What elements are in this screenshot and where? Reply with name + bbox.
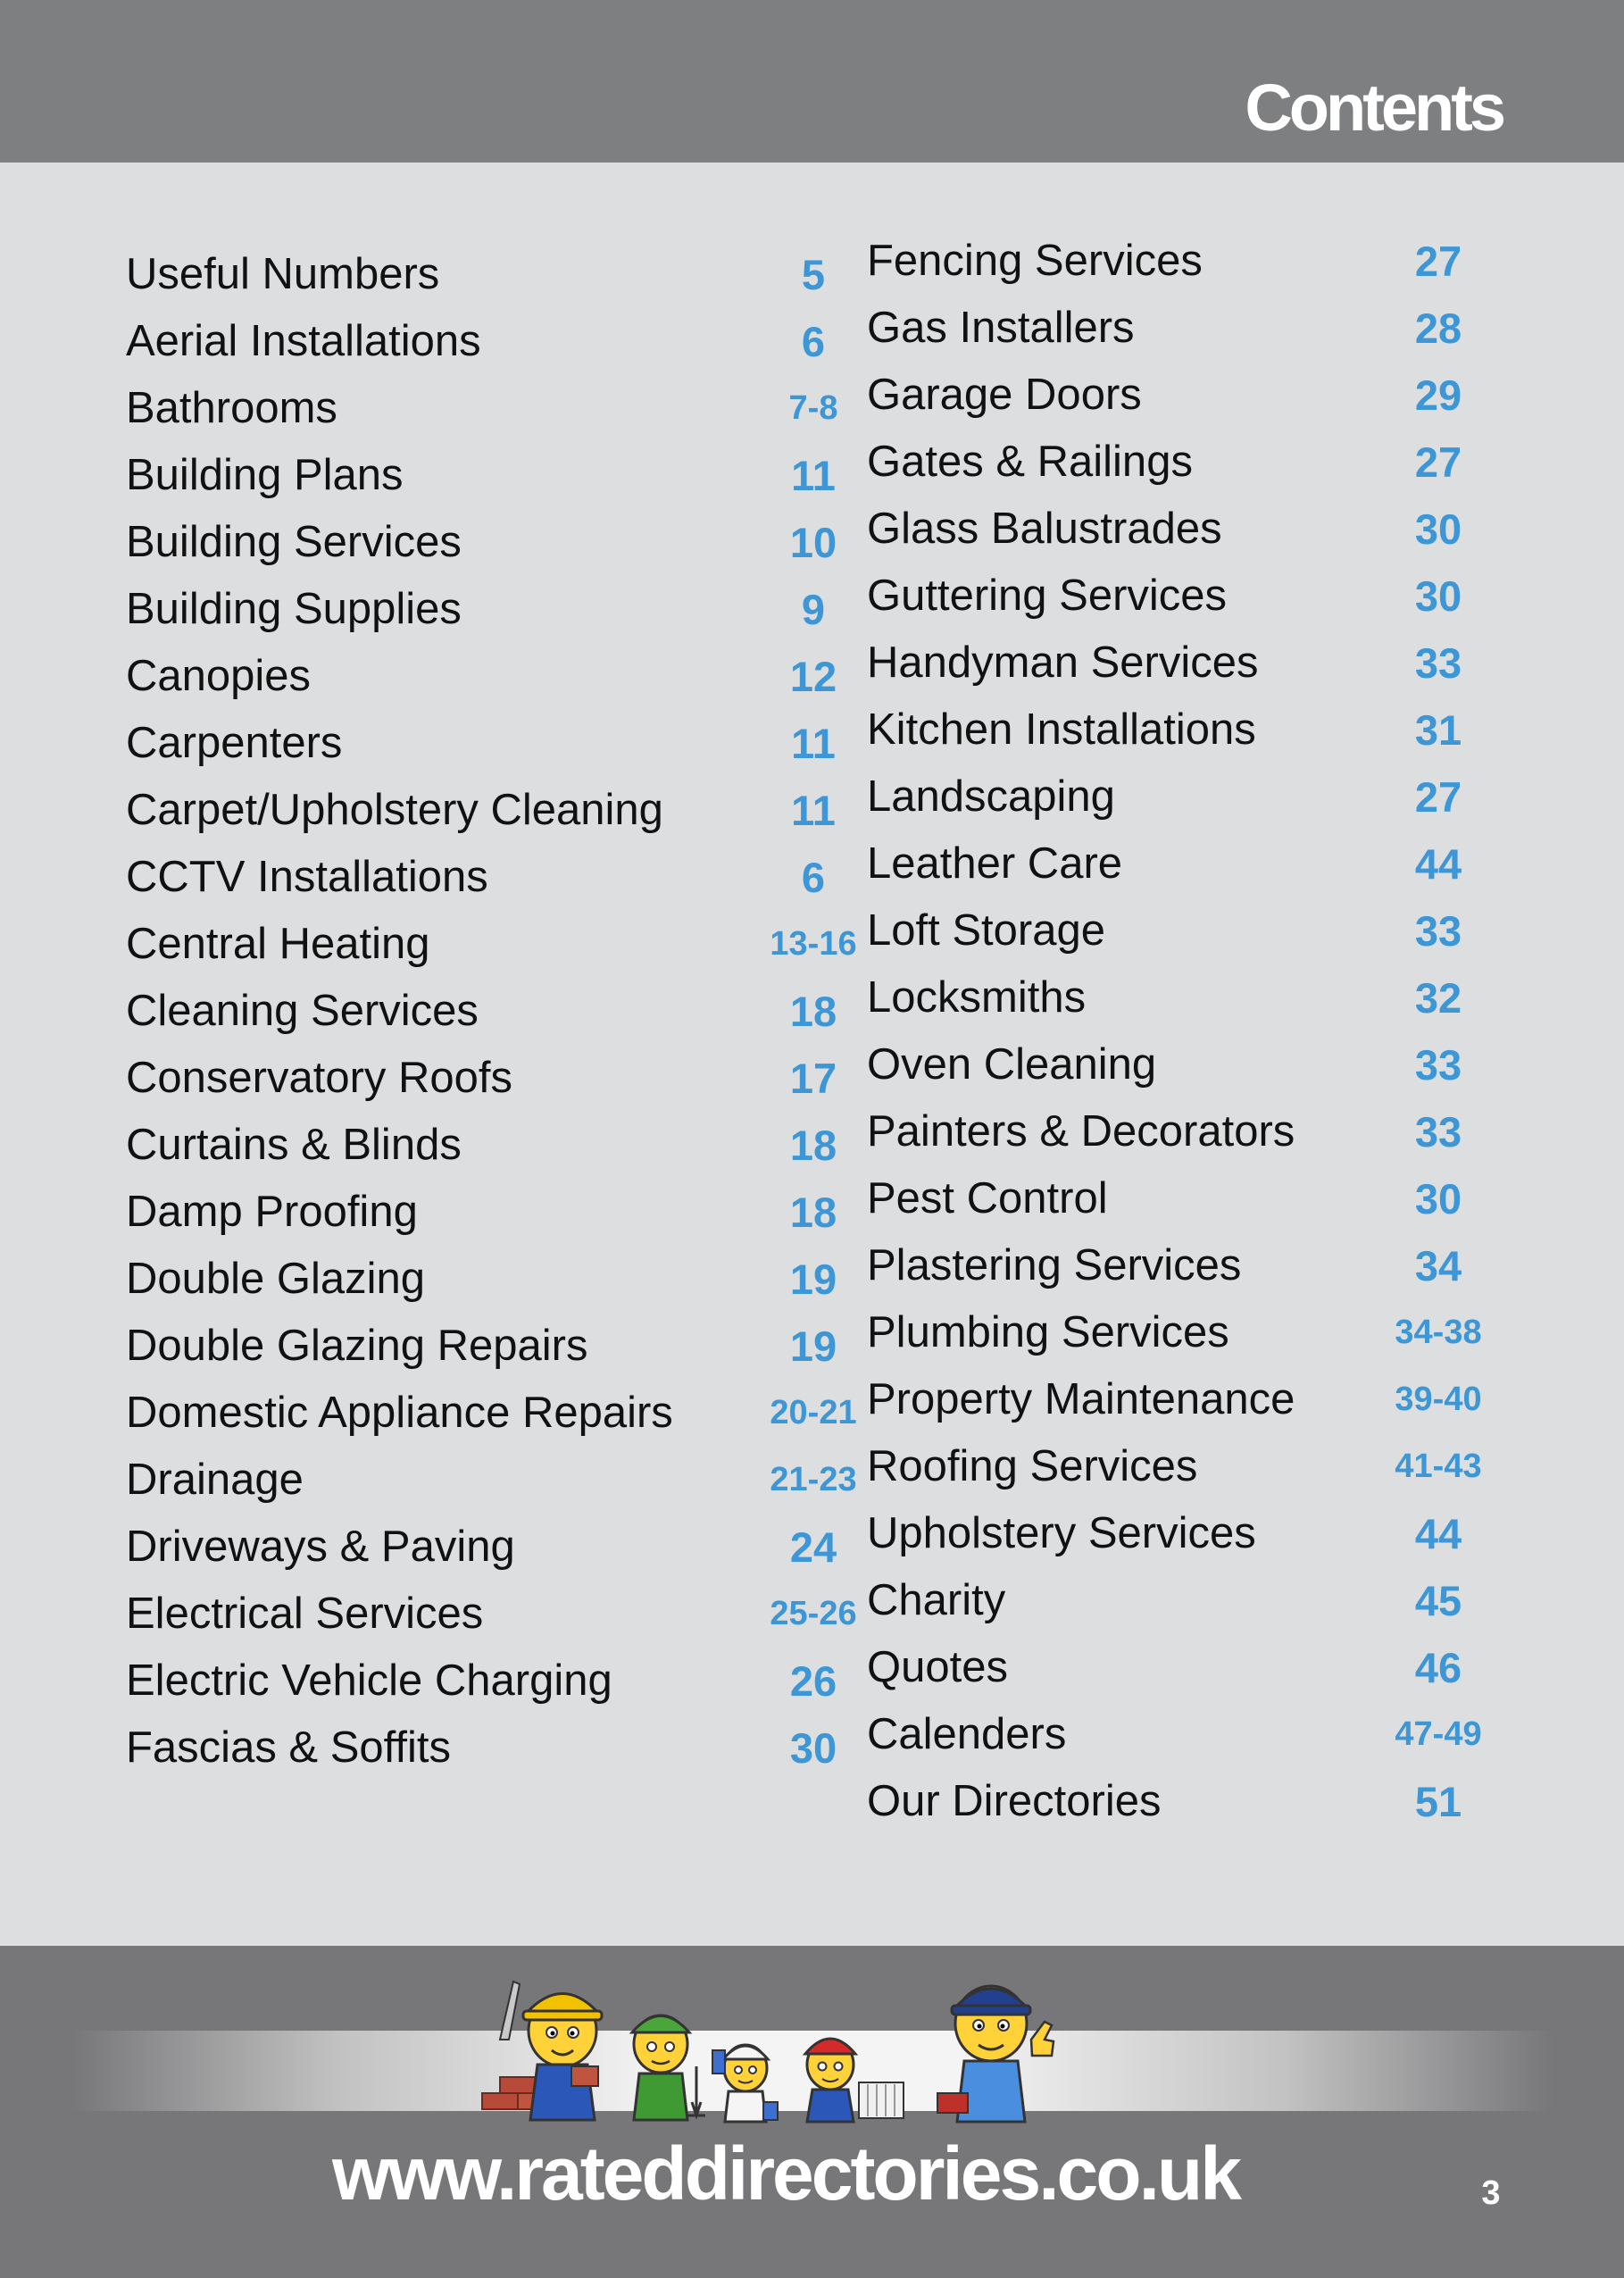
toc-entry-label: Domestic Appliance Repairs bbox=[126, 1389, 673, 1437]
toc-entry-label: Curtains & Blinds bbox=[126, 1121, 462, 1169]
toc-entry-page: 30 bbox=[1414, 572, 1462, 620]
toc-entry-label: Drainage bbox=[126, 1456, 304, 1504]
toc-entry-label: Kitchen Installations bbox=[867, 705, 1256, 754]
toc-entry-label: Bathrooms bbox=[126, 384, 337, 432]
toc-entry[interactable] bbox=[867, 1500, 1528, 1567]
toc-entry-page: 19 bbox=[789, 1256, 837, 1303]
toc-entry[interactable] bbox=[867, 630, 1528, 697]
toc-entry-label: Leather Care bbox=[867, 839, 1123, 888]
toc-entry-page: 44 bbox=[1414, 1510, 1462, 1557]
toc-entry-page: 39-40 bbox=[1395, 1381, 1482, 1418]
toc-entry[interactable] bbox=[867, 295, 1528, 362]
toc-entry[interactable] bbox=[126, 1380, 857, 1447]
tradesman-mascots-illustration bbox=[473, 1968, 1116, 2129]
toc-entry-page: 34 bbox=[1414, 1242, 1462, 1289]
toc-entry-label: Quotes bbox=[867, 1643, 1008, 1691]
toc-entry-page: 47-49 bbox=[1395, 1715, 1482, 1753]
toc-entry-page: 11 bbox=[791, 452, 836, 499]
toc-entry-page: 20-21 bbox=[770, 1394, 857, 1431]
toc-entry-label: Pest Control bbox=[867, 1174, 1108, 1222]
website-url[interactable]: www.rateddirectories.co.uk bbox=[332, 2132, 1239, 2215]
toc-entry[interactable] bbox=[126, 710, 836, 777]
toc-entry-label: Property Maintenance bbox=[867, 1375, 1295, 1423]
toc-entry-page: 51 bbox=[1414, 1778, 1462, 1825]
toc-entry[interactable] bbox=[126, 1581, 857, 1648]
toc-entry[interactable] bbox=[867, 1165, 1528, 1232]
toc-entry-label: Plumbing Services bbox=[867, 1308, 1229, 1356]
toc-entry-page: 13-16 bbox=[770, 925, 857, 963]
toc-entry[interactable] bbox=[126, 911, 857, 978]
toc-entry[interactable] bbox=[126, 1112, 837, 1179]
toc-entry-page: 28 bbox=[1414, 305, 1462, 352]
toc-entry-label: Electric Vehicle Charging bbox=[126, 1656, 612, 1705]
radiator-icon bbox=[859, 2082, 904, 2118]
toc-entry-page: 17 bbox=[789, 1055, 837, 1102]
toc-entry-page: 6 bbox=[801, 854, 826, 901]
toc-entry-page: 44 bbox=[1414, 840, 1462, 888]
toc-entry-page: 41-43 bbox=[1395, 1448, 1482, 1485]
toc-entry-page: 18 bbox=[789, 1189, 837, 1236]
toc-entry-label: Building Supplies bbox=[126, 585, 462, 633]
toc-entry-page: 30 bbox=[789, 1724, 837, 1772]
toc-entry[interactable] bbox=[867, 830, 1528, 897]
toc-entry-page: 29 bbox=[1414, 371, 1462, 419]
painter-mascot-icon bbox=[712, 2045, 778, 2122]
toc-entry-label: Oven Cleaning bbox=[867, 1040, 1157, 1089]
toc-entry-page: 18 bbox=[789, 988, 837, 1035]
toc-entry-page: 33 bbox=[1414, 639, 1462, 687]
toc-entry-label: Landscaping bbox=[867, 772, 1115, 821]
toc-entry[interactable] bbox=[126, 308, 826, 375]
toc-entry[interactable] bbox=[867, 964, 1528, 1031]
toc-entry[interactable] bbox=[126, 643, 837, 710]
toc-entry-page: 33 bbox=[1414, 1108, 1462, 1156]
toc-entry-page: 11 bbox=[791, 787, 836, 834]
toc-entry[interactable] bbox=[126, 844, 826, 911]
toc-entry[interactable] bbox=[126, 1313, 837, 1380]
toc-entry[interactable] bbox=[126, 1514, 837, 1581]
toc-entry[interactable] bbox=[126, 509, 837, 576]
toc-entry[interactable] bbox=[126, 1045, 837, 1112]
toc-entry[interactable] bbox=[867, 897, 1528, 964]
toc-entry[interactable] bbox=[867, 1433, 1528, 1500]
toc-entry-page: 6 bbox=[801, 318, 826, 365]
toc-entry-page: 19 bbox=[789, 1323, 837, 1370]
toc-entry-label: Useful Numbers bbox=[126, 250, 440, 298]
toc-entry-page: 18 bbox=[789, 1122, 837, 1169]
toc-entry-label: Calenders bbox=[867, 1710, 1067, 1758]
toc-entry-label: Locksmiths bbox=[867, 973, 1087, 1022]
toc-entry-label: Conservatory Roofs bbox=[126, 1054, 513, 1102]
toc-entry-page: 11 bbox=[791, 720, 836, 767]
toc-entry[interactable] bbox=[126, 1447, 857, 1514]
toc-entry[interactable] bbox=[867, 496, 1528, 563]
toc-left-column bbox=[126, 241, 857, 1782]
toc-entry-label: Carpet/Upholstery Cleaning bbox=[126, 786, 663, 834]
toc-entry-label: Our Directories bbox=[867, 1777, 1162, 1825]
toc-entry-label: Garage Doors bbox=[867, 371, 1142, 419]
toc-entry-page: 33 bbox=[1414, 907, 1462, 955]
plumber-mascot-icon bbox=[937, 1986, 1054, 2122]
toc-entry-page: 12 bbox=[789, 653, 837, 700]
toc-entry-page: 21-23 bbox=[770, 1461, 857, 1498]
toc-entry-label: Building Services bbox=[126, 518, 462, 566]
toc-entry-label: CCTV Installations bbox=[126, 853, 488, 901]
toc-entry[interactable] bbox=[867, 1098, 1528, 1165]
toc-entry-page: 33 bbox=[1414, 1041, 1462, 1089]
toc-entry-label: Painters & Decorators bbox=[867, 1107, 1295, 1156]
toc-entry[interactable] bbox=[867, 1299, 1528, 1366]
gardener-mascot-icon bbox=[632, 2015, 705, 2120]
toc-entry-label: Upholstery Services bbox=[867, 1509, 1256, 1557]
toc-entry-page: 7-8 bbox=[788, 389, 838, 427]
toc-entry-label: Plastering Services bbox=[867, 1241, 1242, 1289]
toc-entry[interactable] bbox=[867, 1768, 1528, 1835]
toc-entry-page: 32 bbox=[1414, 974, 1462, 1022]
toc-right-column bbox=[867, 228, 1528, 1835]
toc-entry-label: Gas Installers bbox=[867, 304, 1135, 352]
toc-entry-page: 27 bbox=[1414, 438, 1462, 486]
toc-entry-page: 5 bbox=[801, 251, 826, 298]
toc-entry-label: Double Glazing bbox=[126, 1255, 426, 1303]
toc-entry-label: Carpenters bbox=[126, 719, 343, 767]
toc-entry[interactable] bbox=[126, 241, 826, 308]
toc-entry-label: Driveways & Paving bbox=[126, 1523, 515, 1571]
toc-entry-label: Cleaning Services bbox=[126, 987, 479, 1035]
toc-entry[interactable] bbox=[126, 1715, 837, 1782]
toc-entry[interactable] bbox=[126, 1179, 837, 1246]
toc-entry-page: 30 bbox=[1414, 505, 1462, 553]
toc-entry[interactable] bbox=[867, 1232, 1528, 1299]
toc-entry[interactable] bbox=[867, 764, 1528, 830]
toc-entry[interactable] bbox=[126, 978, 837, 1045]
toc-entry[interactable] bbox=[867, 697, 1528, 764]
toc-entry-page: 46 bbox=[1414, 1644, 1462, 1691]
toc-entry[interactable] bbox=[867, 1567, 1528, 1634]
toc-entry-label: Aerial Installations bbox=[126, 317, 481, 365]
toc-entry[interactable] bbox=[867, 1366, 1528, 1433]
toc-entry[interactable] bbox=[126, 375, 838, 442]
toc-entry-label: Guttering Services bbox=[867, 572, 1228, 620]
toc-entry-label: Building Plans bbox=[126, 451, 404, 499]
toc-entry-label: Handyman Services bbox=[867, 638, 1259, 687]
toc-entry[interactable] bbox=[867, 429, 1528, 496]
toc-entry[interactable] bbox=[867, 1634, 1528, 1701]
toc-entry-page: 30 bbox=[1414, 1175, 1462, 1222]
toc-entry-label: Central Heating bbox=[126, 920, 430, 968]
toc-entry-page: 26 bbox=[789, 1657, 837, 1705]
toc-entry-page: 9 bbox=[801, 586, 826, 633]
page-number: 3 bbox=[1481, 2174, 1501, 2212]
toc-entry-label: Canopies bbox=[126, 652, 312, 700]
toc-entry[interactable] bbox=[867, 362, 1528, 429]
toc-entry[interactable] bbox=[867, 228, 1528, 295]
toc-entry-label: Glass Balustrades bbox=[867, 505, 1222, 553]
toc-entry-page: 24 bbox=[789, 1523, 837, 1571]
toc-entry-page: 27 bbox=[1414, 773, 1462, 821]
header-bar bbox=[0, 0, 1624, 163]
toc-entry-page: 34-38 bbox=[1395, 1314, 1482, 1351]
toc-entry-label: Fascias & Soffits bbox=[126, 1723, 452, 1772]
toc-entry-label: Fencing Services bbox=[867, 237, 1203, 285]
toc-entry[interactable] bbox=[126, 576, 826, 643]
toc-entry[interactable] bbox=[867, 1031, 1528, 1098]
toc-entry[interactable] bbox=[126, 777, 836, 844]
page-title: Contents bbox=[1245, 71, 1503, 145]
toc-entry-label: Gates & Railings bbox=[867, 438, 1193, 486]
toc-entry-label: Roofing Services bbox=[867, 1442, 1198, 1490]
toc-entry-page: 45 bbox=[1414, 1577, 1462, 1624]
toc-entry-label: Damp Proofing bbox=[126, 1188, 418, 1236]
toc-entry-label: Charity bbox=[867, 1576, 1006, 1624]
toc-entry[interactable] bbox=[126, 1648, 837, 1715]
toc-entry-page: 25-26 bbox=[770, 1595, 857, 1632]
toc-entry[interactable] bbox=[126, 442, 836, 509]
toc-entry-page: 10 bbox=[789, 519, 837, 566]
toc-entry[interactable] bbox=[867, 563, 1528, 630]
toc-entry-page: 27 bbox=[1414, 238, 1462, 285]
toc-entry[interactable] bbox=[867, 1701, 1528, 1768]
toc-entry-label: Double Glazing Repairs bbox=[126, 1322, 588, 1370]
toc-entry-label: Electrical Services bbox=[126, 1590, 484, 1638]
footer-bar bbox=[0, 1946, 1624, 2278]
toc-entry[interactable] bbox=[126, 1246, 837, 1313]
toc-entry-page: 31 bbox=[1414, 706, 1462, 754]
heating-engineer-mascot-icon bbox=[805, 2039, 904, 2122]
toc-entry-label: Loft Storage bbox=[867, 906, 1105, 955]
